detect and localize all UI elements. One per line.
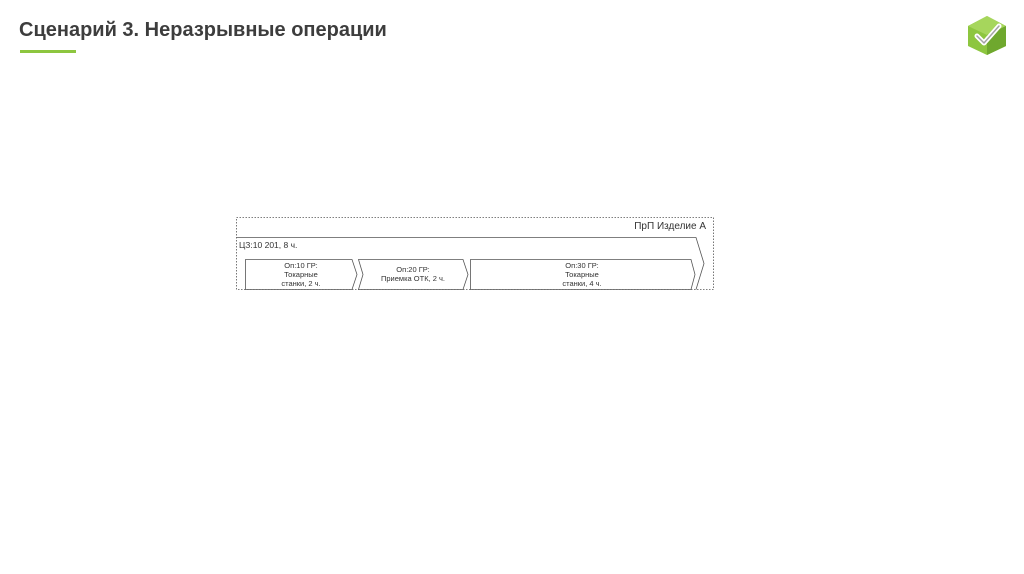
operation-10-line3: станки, 2 ч. (281, 279, 321, 288)
page-title: Сценарий 3. Неразрывные операции (19, 19, 387, 41)
route-label: ЦЗ:10 201, 8 ч. (239, 240, 298, 250)
operation-30-line2: Токарные (565, 270, 599, 279)
operation-10-line1: Оп:10 ГР: (284, 261, 318, 270)
operation-30-line1: Оп:30 ГР: (565, 261, 599, 270)
operation-20-line1: Оп:20 ГР: (396, 265, 430, 274)
operation-10-line2: Токарные (284, 270, 318, 279)
container-label: ПрП Изделие А (634, 221, 706, 232)
operation-20-line2: Приемка ОТК, 2 ч. (381, 274, 445, 283)
operation-30-line3: станки, 4 ч. (562, 279, 602, 288)
